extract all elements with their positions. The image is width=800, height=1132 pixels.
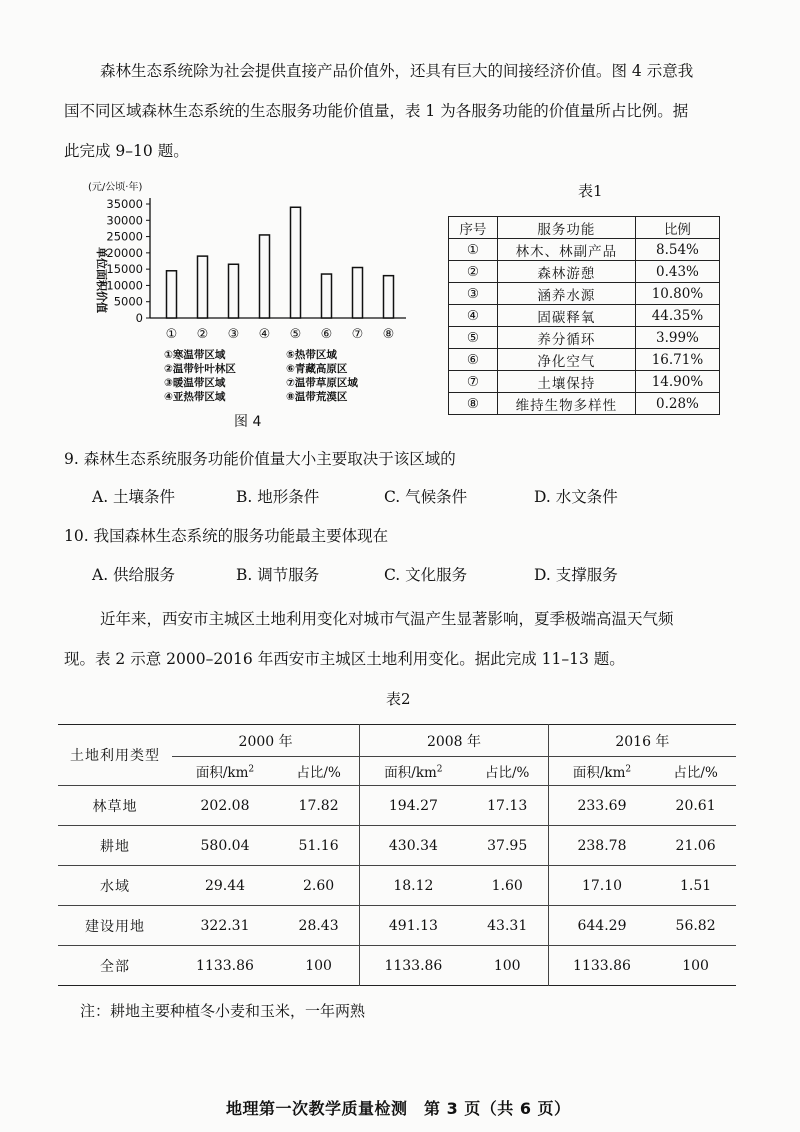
- legend-item-8: ⑧温带荒漠区: [286, 391, 348, 403]
- cell: 100: [278, 946, 360, 986]
- cell: 17.13: [467, 786, 549, 826]
- table-row: [449, 371, 720, 393]
- legend-item-4: ④亚热带区域: [164, 391, 226, 403]
- y-tick-label: 25000: [106, 229, 143, 244]
- x-tick-label: ②: [196, 327, 209, 342]
- header-area: [172, 757, 278, 786]
- header-area-text: 面积/km: [572, 765, 626, 781]
- table-row: [449, 349, 720, 371]
- q10-option-d[interactable]: D. 支撑服务: [534, 566, 618, 584]
- cell: 28.43: [278, 906, 360, 946]
- header-area: [360, 757, 467, 786]
- bars: [167, 207, 394, 318]
- table2-note: 注：耕地主要种植冬小麦和玉米，一年两熟: [80, 1002, 366, 1020]
- table-row: [58, 786, 736, 826]
- table1-header-index: 序号: [449, 217, 498, 239]
- table-row: [449, 327, 720, 349]
- table2-header-years: [58, 725, 736, 757]
- cell: ⑦: [449, 371, 498, 393]
- table1-header-function: 服务功能: [497, 217, 635, 239]
- cell: 3.99%: [635, 327, 719, 349]
- cell: 194.27: [360, 786, 467, 826]
- bar-1: [167, 271, 177, 318]
- table-row: [449, 239, 720, 261]
- cell: 491.13: [360, 906, 467, 946]
- table2-header-type: 土地利用类型: [70, 748, 160, 764]
- cell: ①: [449, 239, 498, 261]
- cell: 14.90%: [635, 371, 719, 393]
- cell: ⑧: [449, 393, 498, 415]
- intro1-line1: 森林生态系统除为社会提供直接产品价值外，还具有巨大的间接经济价值。图 4 示意我: [100, 62, 694, 80]
- y-tick-label: 10000: [106, 278, 143, 293]
- intro1-line2: 国不同区域森林生态系统的生态服务功能价值量，表 1 为各服务功能的价值量所占比例。据: [64, 102, 689, 120]
- bar-5: [291, 207, 301, 318]
- cell: 森林游憩: [497, 261, 635, 283]
- table2-header-year-2016: 2016 年: [548, 725, 736, 757]
- q9-option-a[interactable]: A. 土壤条件: [92, 488, 176, 506]
- cell: 17.82: [278, 786, 360, 826]
- cell: 固碳释氧: [497, 305, 635, 327]
- cell: 100: [467, 946, 549, 986]
- header-area-text: 面积/km: [384, 765, 437, 781]
- x-tick-label: ③: [227, 327, 240, 342]
- cell: ④: [449, 305, 498, 327]
- x-tick-label: ⑤: [289, 327, 302, 342]
- q10-option-a[interactable]: A. 供给服务: [92, 566, 176, 584]
- cell: ⑥: [449, 349, 498, 371]
- cell: 林木、林副产品: [497, 239, 635, 261]
- y-ticks: [106, 197, 150, 325]
- cell: 0.28%: [635, 393, 719, 415]
- cell: 644.29: [548, 906, 655, 946]
- x-tick-label: ⑥: [320, 327, 333, 342]
- cell: 2.60: [278, 866, 360, 906]
- cell: 430.34: [360, 826, 467, 866]
- cell: 238.78: [548, 826, 655, 866]
- cell: 净化空气: [497, 349, 635, 371]
- y-tick-label: 15000: [106, 262, 143, 277]
- x-tick-label: ④: [258, 327, 271, 342]
- q10-option-b[interactable]: B. 调节服务: [236, 566, 320, 584]
- cell: 21.06: [655, 826, 736, 866]
- q10-stem: 10. 我国森林生态系统的服务功能最主要体现在: [64, 527, 389, 545]
- legend-item-2: ②温带针叶林区: [164, 363, 236, 375]
- table1-header-row: [449, 217, 720, 239]
- header-ratio: 占比/%: [655, 757, 736, 786]
- y-tick-label: 35000: [106, 197, 143, 211]
- q10-option-c[interactable]: C. 文化服务: [384, 566, 468, 584]
- cell: 全部: [58, 946, 172, 986]
- cell: 20.61: [655, 786, 736, 826]
- table1-title: 表1: [578, 182, 603, 200]
- intro1-line3: 此完成 9–10 题。: [64, 142, 189, 160]
- x-tick-label: ⑦: [351, 327, 364, 342]
- table-row: [449, 305, 720, 327]
- header-area-text: 面积/km: [195, 765, 249, 781]
- header-area: [548, 757, 655, 786]
- table-row: [58, 906, 736, 946]
- cell: 44.35%: [635, 305, 719, 327]
- cell: 100: [655, 946, 736, 986]
- cell: 37.95: [467, 826, 549, 866]
- cell: 56.82: [655, 906, 736, 946]
- cell: 10.80%: [635, 283, 719, 305]
- cell: 1.60: [467, 866, 549, 906]
- page-footer: 地理第一次教学质量检测 第 3 页（共 6 页）: [226, 1099, 571, 1118]
- table-row: [58, 826, 736, 866]
- bar-2: [198, 256, 208, 318]
- header-ratio: 占比/%: [278, 757, 360, 786]
- cell: ③: [449, 283, 498, 305]
- cell: 建设用地: [58, 906, 172, 946]
- figure4-bar-chart: [86, 176, 416, 432]
- cell: 1133.86: [172, 946, 278, 986]
- intro2-line2: 现。表 2 示意 2000–2016 年西安市主城区土地利用变化。据此完成 11–13 题。: [64, 650, 625, 668]
- y-tick-label: 5000: [113, 294, 143, 309]
- header-area-sup: 2: [436, 764, 443, 775]
- table-row: [449, 261, 720, 283]
- cell: 水域: [58, 866, 172, 906]
- cell: 0.43%: [635, 261, 719, 283]
- table1: [448, 216, 720, 415]
- x-tick-label: ①: [165, 327, 178, 342]
- header-area-sup: 2: [625, 764, 632, 775]
- cell: 8.54%: [635, 239, 719, 261]
- cell: 1.51: [655, 866, 736, 906]
- cell: 233.69: [548, 786, 655, 826]
- cell: 维持生物多样性: [497, 393, 635, 415]
- legend-item-6: ⑥青藏高原区: [286, 363, 348, 375]
- header-ratio: 占比/%: [467, 757, 549, 786]
- y-axis-unit: (元/公顷·年): [88, 182, 143, 193]
- cell: ②: [449, 261, 498, 283]
- chart-axes: [150, 198, 406, 318]
- cell: 29.44: [172, 866, 278, 906]
- y-tick-label: 30000: [106, 213, 143, 228]
- cell: 202.08: [172, 786, 278, 826]
- cell: 土壤保持: [497, 371, 635, 393]
- table-row: [449, 283, 720, 305]
- cell: 涵养水源: [497, 283, 635, 305]
- x-tick-labels: [166, 327, 395, 342]
- cell: 林草地: [58, 786, 172, 826]
- cell: 耕地: [58, 826, 172, 866]
- cell: 322.31: [172, 906, 278, 946]
- header-area-sup: 2: [248, 764, 255, 775]
- bar-6: [322, 274, 332, 318]
- table2-header-year-2000: 2000 年: [238, 733, 293, 750]
- bar-3: [229, 264, 239, 318]
- q9-option-b[interactable]: B. 地形条件: [236, 488, 320, 506]
- q9-option-c[interactable]: C. 气候条件: [384, 488, 468, 506]
- legend-item-7: ⑦温带草原区域: [286, 377, 358, 389]
- table-row: [58, 946, 736, 986]
- legend-item-3: ③暖温带区域: [164, 377, 226, 389]
- cell: 51.16: [278, 826, 360, 866]
- figure4-caption: 图 4: [234, 414, 262, 430]
- bar-7: [353, 268, 363, 318]
- cell: 43.31: [467, 906, 549, 946]
- bar-4: [260, 235, 270, 318]
- y-tick-label: 0: [135, 311, 143, 325]
- cell: 18.12: [360, 866, 467, 906]
- cell: 1133.86: [548, 946, 655, 986]
- table-row: [449, 393, 720, 415]
- cell: 1133.86: [360, 946, 467, 986]
- q9-stem: 9. 森林生态系统服务功能价值量大小主要取决于该区域的: [64, 450, 456, 468]
- q9-option-d[interactable]: D. 水文条件: [534, 488, 618, 506]
- cell: 16.71%: [635, 349, 719, 371]
- cell: 580.04: [172, 826, 278, 866]
- chart-legend: [164, 348, 358, 403]
- legend-item-1: ①寒温带区域: [164, 349, 226, 361]
- intro2-line1: 近年来，西安市主城区土地利用变化对城市气温产生显著影响，夏季极端高温天气频: [100, 610, 674, 628]
- table2-title: 表2: [386, 690, 411, 708]
- y-axis-label: 单位面积价值: [95, 247, 108, 313]
- table-row: [58, 866, 736, 906]
- cell: ⑤: [449, 327, 498, 349]
- bar-8: [384, 276, 394, 318]
- table2-header-year-2008: 2008 年: [360, 725, 549, 757]
- y-tick-label: 20000: [106, 245, 143, 260]
- legend-item-5: ⑤热带区域: [286, 349, 337, 361]
- cell: 17.10: [548, 866, 655, 906]
- cell: 养分循环: [497, 327, 635, 349]
- x-tick-label: ⑧: [382, 327, 395, 342]
- table2: [58, 724, 736, 986]
- table1-header-ratio: 比例: [635, 217, 719, 239]
